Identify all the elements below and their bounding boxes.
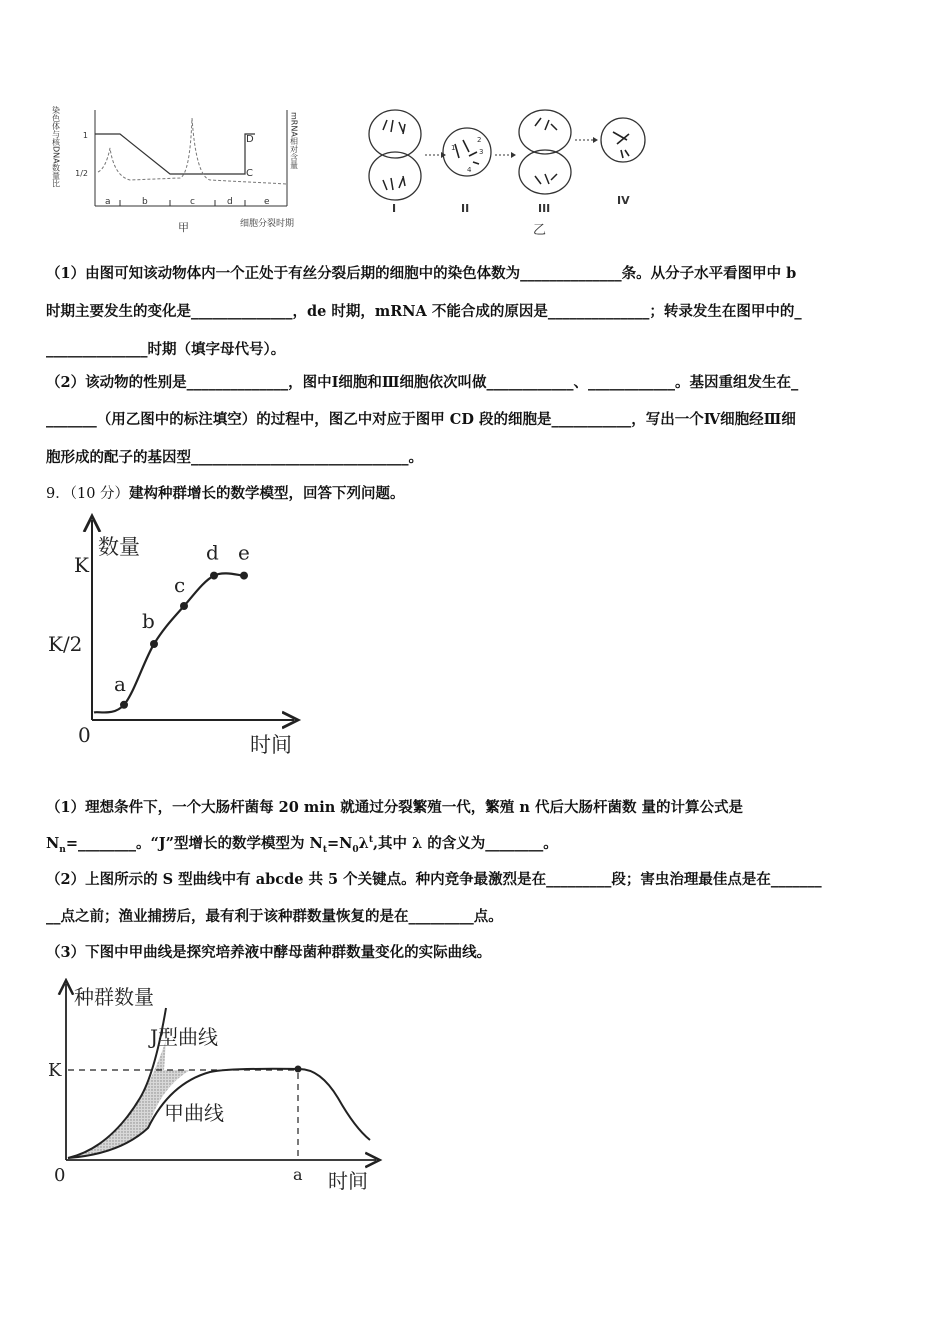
s-ytick-k: K xyxy=(74,553,89,577)
jia-ytick-1: 1 xyxy=(82,131,88,140)
q8-line-2: 时期主要发生的变化是______________，de 时期，mRNA 不能合成的原因是______________；转录发生在图甲中的_ xyxy=(46,303,802,320)
j-k-label: K xyxy=(48,1060,62,1081)
yi-caption: 乙 xyxy=(533,223,547,238)
j-origin-label: 0 xyxy=(54,1165,66,1186)
s-point-e xyxy=(240,572,248,580)
cell-i xyxy=(369,110,421,200)
cell-ii xyxy=(443,128,491,176)
svg-text:2: 2 xyxy=(477,136,482,144)
s-point-label-c: c xyxy=(174,573,186,597)
q9-p2-line-1: （2）上图所示的 S 型曲线中有 abcde 共 5 个关键点。种内竞争最激烈是在_________段；害虫治理最佳点是在_______ xyxy=(46,871,822,888)
jia-ylabel-right: mRNA相对含量 xyxy=(289,112,299,169)
cell-iii xyxy=(519,110,571,194)
q9-p1-line-1: （1）理想条件下，一个大肠杆菌每 20 min 就通过分裂繁殖一代，繁殖 n 代后大肠杆菌数 量的计算公式是 xyxy=(46,799,743,816)
q9-p3: （3）下图中甲曲线是探究培养液中酵母菌种群数量变化的实际曲线。 xyxy=(46,944,492,961)
formula-text-3: ,其中 λ 的含义为________。 xyxy=(373,835,558,852)
jia-point-d: D xyxy=(246,134,254,145)
q9-score: （10 分） xyxy=(69,486,130,502)
jia-seg-c: c xyxy=(190,197,195,207)
jia-curve-label: 甲曲线 xyxy=(164,1101,224,1125)
q9-number: 9． xyxy=(46,486,70,502)
cell-iv-label: IV xyxy=(617,194,630,207)
s-point-label-e: e xyxy=(238,540,250,565)
j-a-label: a xyxy=(293,1165,303,1184)
s-xlabel: 时间 xyxy=(250,733,292,757)
q9-p1-line-2 xyxy=(46,832,558,855)
s-curve-chart xyxy=(44,510,314,760)
formula-text-2: =N xyxy=(326,835,353,852)
q9-stem: 建构种群增长的数学模型，回答下列问题。 xyxy=(129,485,405,502)
jia-ylabel-left: 染色体与核DNA数量比 xyxy=(51,106,61,188)
j-curve-chart xyxy=(40,978,390,1198)
q8-line-5: _______（用乙图中的标注填空）的过程中，图乙中对应于图甲 CD 段的细胞是___________，写出一个Ⅳ细胞经Ⅲ细 xyxy=(46,411,796,428)
formula-sub-t: t xyxy=(322,844,327,855)
jia-curve-point xyxy=(295,1066,302,1073)
jia-seg-d: d xyxy=(227,197,233,207)
formula-n: N xyxy=(46,835,60,852)
cell-ii-label: II xyxy=(461,202,470,215)
figure-jia xyxy=(50,98,320,236)
jia-seg-e: e xyxy=(264,197,270,207)
q8-line-6: 胞形成的配子的基因型______________________________。 xyxy=(46,449,423,466)
cell-iv xyxy=(601,118,645,162)
s-ytick-khalf: K/2 xyxy=(48,632,83,656)
svg-text:1: 1 xyxy=(451,144,456,152)
j-ylabel: 种群数量 xyxy=(74,985,154,1009)
q9-heading xyxy=(46,482,405,503)
jia-ratio-line xyxy=(95,134,255,174)
s-point-label-b: b xyxy=(142,609,155,633)
formula-lambda: λ xyxy=(358,835,369,852)
jia-point-c: C xyxy=(246,168,253,179)
s-point-d xyxy=(210,572,218,580)
jia-seg-b: b xyxy=(142,197,148,207)
j-shaded-area xyxy=(68,1040,190,1158)
q8-line-4: （2）该动物的性别是______________，图中Ⅰ细胞和Ⅲ细胞依次叫做____________、____________。基因重组发生在_ xyxy=(46,374,799,391)
svg-text:4: 4 xyxy=(467,166,472,174)
cell-iii-label: III xyxy=(538,202,551,215)
jia-xlabel: 细胞分裂时期 xyxy=(240,219,295,229)
s-ytick-0: 0 xyxy=(78,723,91,747)
s-point-b xyxy=(150,640,158,648)
formula-sub-n: n xyxy=(59,844,66,855)
formula-sup-t: t xyxy=(368,835,373,846)
jia-caption: 甲 xyxy=(178,221,189,234)
s-point-c xyxy=(180,602,188,610)
figure-yi xyxy=(355,100,665,240)
s-point-a xyxy=(120,701,128,709)
formula-text-1: =________。“J”型增长的数学模型为 N xyxy=(65,835,323,852)
formula-sub-0: 0 xyxy=(352,844,359,855)
q9-p2-line-2: __点之前；渔业捕捞后，最有利于该种群数量恢复的是在_________点。 xyxy=(46,908,503,925)
s-point-label-d: d xyxy=(206,540,219,565)
svg-text:3: 3 xyxy=(479,148,484,156)
j-xlabel: 时间 xyxy=(328,1169,368,1193)
q8-line-1: （1）由图可知该动物体内一个正处于有丝分裂后期的细胞中的染色体数为______________条。从分子水平看图甲中 b xyxy=(46,265,797,282)
jia-ytick-half: 1/2 xyxy=(75,169,88,178)
s-point-label-a: a xyxy=(114,671,126,696)
cell-i-label: I xyxy=(392,202,397,215)
jia-seg-a: a xyxy=(105,197,111,207)
j-curve-label: J型曲线 xyxy=(150,1025,219,1049)
s-ylabel: 数量 xyxy=(98,535,140,559)
q8-line-3: ______________时期（填字母代号）。 xyxy=(46,341,286,358)
